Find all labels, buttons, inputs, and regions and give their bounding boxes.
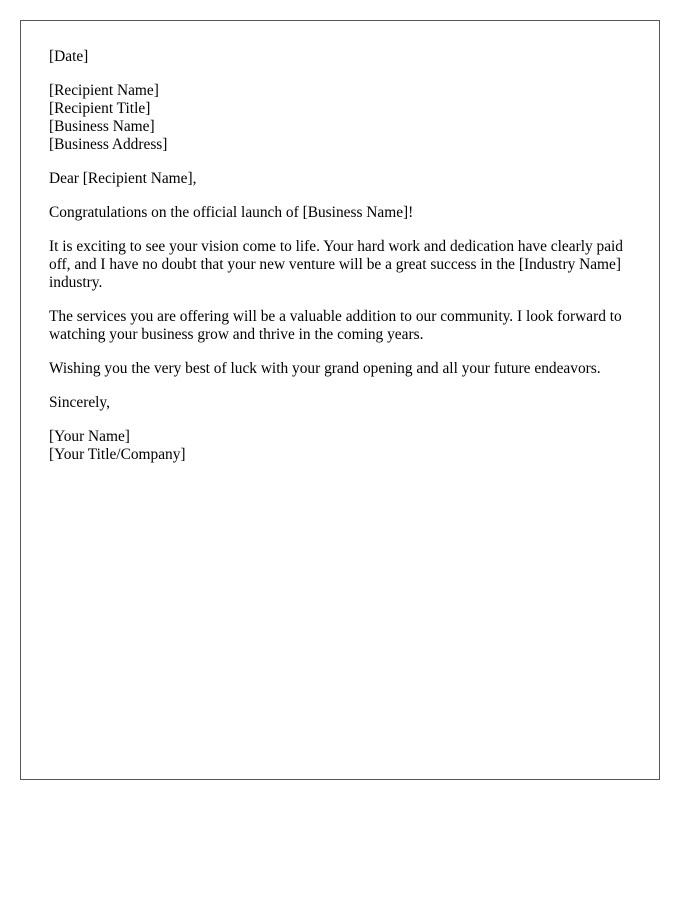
date-block	[49, 48, 634, 66]
recipient-title: [Recipient Title]	[49, 100, 151, 117]
salutation: Dear [Recipient Name],	[49, 170, 197, 187]
letter-date: [Date]	[49, 48, 89, 65]
paragraph-congratulations: Congratulations on the official launch of [Business Name]!	[49, 204, 414, 221]
recipient-address-block	[49, 82, 634, 154]
recipient-business-address: [Business Address]	[49, 136, 168, 153]
paragraph-community: The services you are offering will be a valuable addition to our community. I look forward to watching your business grow and thrive in the coming years.	[49, 308, 622, 343]
closing: Sincerely,	[49, 394, 110, 411]
signature-name: [Your Name]	[49, 428, 130, 445]
closing-block	[49, 394, 634, 412]
signature-block	[49, 428, 634, 464]
signature-title-company: [Your Title/Company]	[49, 446, 186, 463]
recipient-name: [Recipient Name]	[49, 82, 159, 99]
paragraph-vision: It is exciting to see your vision come to life. Your hard work and dedication have clearly paid off, and I have no doubt that your new venture will be a great success in the [Industry Name] industry.	[49, 238, 624, 291]
recipient-business-name: [Business Name]	[49, 118, 155, 135]
letter-body	[49, 48, 634, 480]
paragraph-wishes: Wishing you the very best of luck with your grand opening and all your future endeavors.	[49, 360, 601, 377]
letter-page	[20, 20, 660, 780]
salutation-block	[49, 170, 634, 188]
